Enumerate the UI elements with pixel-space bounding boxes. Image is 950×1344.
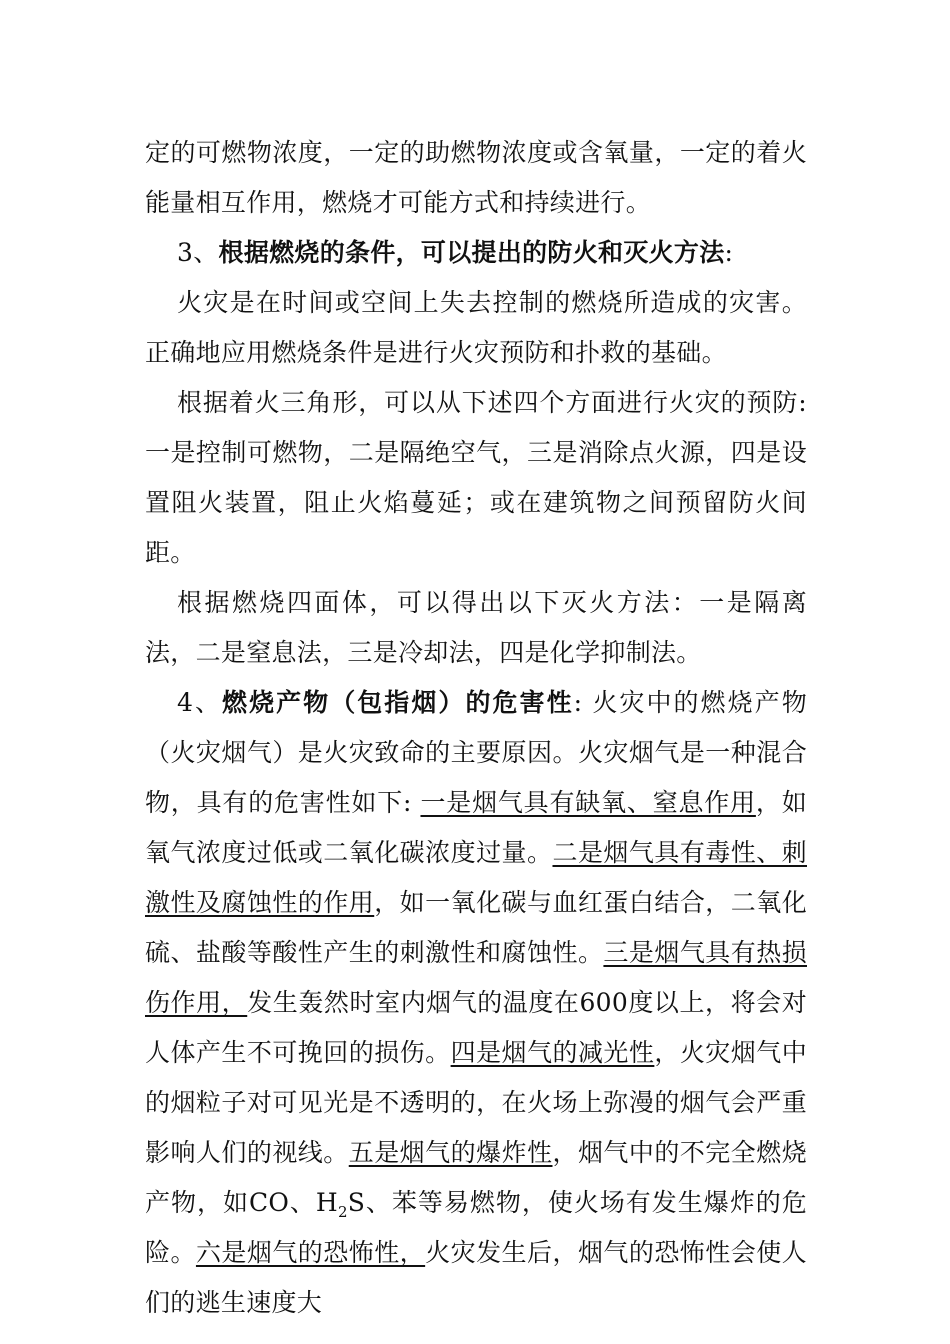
hazard-4: 四是烟气的减光性: [450, 1038, 655, 1067]
hazard-2: 二是烟气具有毒性、刺激性及腐蚀性的作用: [145, 838, 807, 917]
p6-text-4: 发生轰然时室内烟气的温度在600度以上，将会对人体产生不可挽回的损伤。: [145, 988, 807, 1067]
paragraph-1: 定的可燃物浓度，一定的助燃物浓度或含氧量，一定的着火能量相互作用，燃烧才可能方式和持续进行。: [145, 138, 807, 217]
hazard-5: 五是烟气的爆炸性: [348, 1138, 553, 1167]
paragraph-4: 根据着火三角形，可以从下述四个方面进行火灾的预防:一是控制可燃物，二是隔绝空气，三是消除点火源，四是设置阻火装置，阻止火焰蔓延；或在建筑物之间预留防火间距。: [145, 388, 807, 567]
p6-text-6a: ，烟气中的不完全燃烧产物，如CO、H: [145, 1138, 808, 1217]
p6-subscript: 2: [337, 1203, 348, 1221]
heading-3-colon: :: [724, 238, 734, 267]
body-text: [145, 128, 807, 1328]
paragraph-5: 根据燃烧四面体，可以得出以下灭火方法：一是隔离法，二是窒息法，三是冷却法，四是化学抑制法。: [145, 588, 807, 667]
p6-text-2: ，如氧气浓度过低或二氧化碳浓度过量。: [145, 788, 807, 867]
paragraph-3: 火灾是在时间或空间上失去控制的燃烧所造成的灾害。正确地应用燃烧条件是进行火灾预防和扑救的基础。: [145, 288, 807, 367]
heading-3-number: 3、: [177, 238, 219, 267]
hazard-1: 一是烟气具有缺氧、窒息作用: [420, 788, 756, 817]
p6-text-3: ，如一氧化碳与血红蛋白结合，二氧化硫、盐酸等酸性产生的刺激性和腐蚀性。: [145, 888, 808, 967]
heading-3-title: 根据燃烧的条件，可以提出的防火和灭火方法: [218, 238, 725, 267]
p6-text-5: ，火灾烟气中的烟粒子对可见光是不透明的，在火场上弥漫的烟气会严重影响人们的视线。: [145, 1038, 807, 1167]
paragraph-6: [145, 678, 807, 1328]
p6-text-6b: S、苯等易燃物，使火场有发生爆炸的危险。: [145, 1188, 808, 1267]
heading-4-number: 4、: [177, 688, 223, 717]
hazard-6: 六是烟气的恐怖性，: [195, 1238, 426, 1267]
hazard-3: 三是烟气具有热损伤作用，: [145, 938, 807, 1017]
p6-text-7: 火灾发生后，烟气的恐怖性会使人们的逃生速度大: [145, 1238, 807, 1317]
heading-3: [145, 228, 807, 278]
heading-4-title: 燃烧产物（包指烟）的危害性: [222, 688, 574, 717]
p6-text-1: : 火灾中的燃烧产物（火灾烟气）是火灾致命的主要原因。火灾烟气是一种混合物，具有的危害性如下:: [145, 688, 807, 817]
